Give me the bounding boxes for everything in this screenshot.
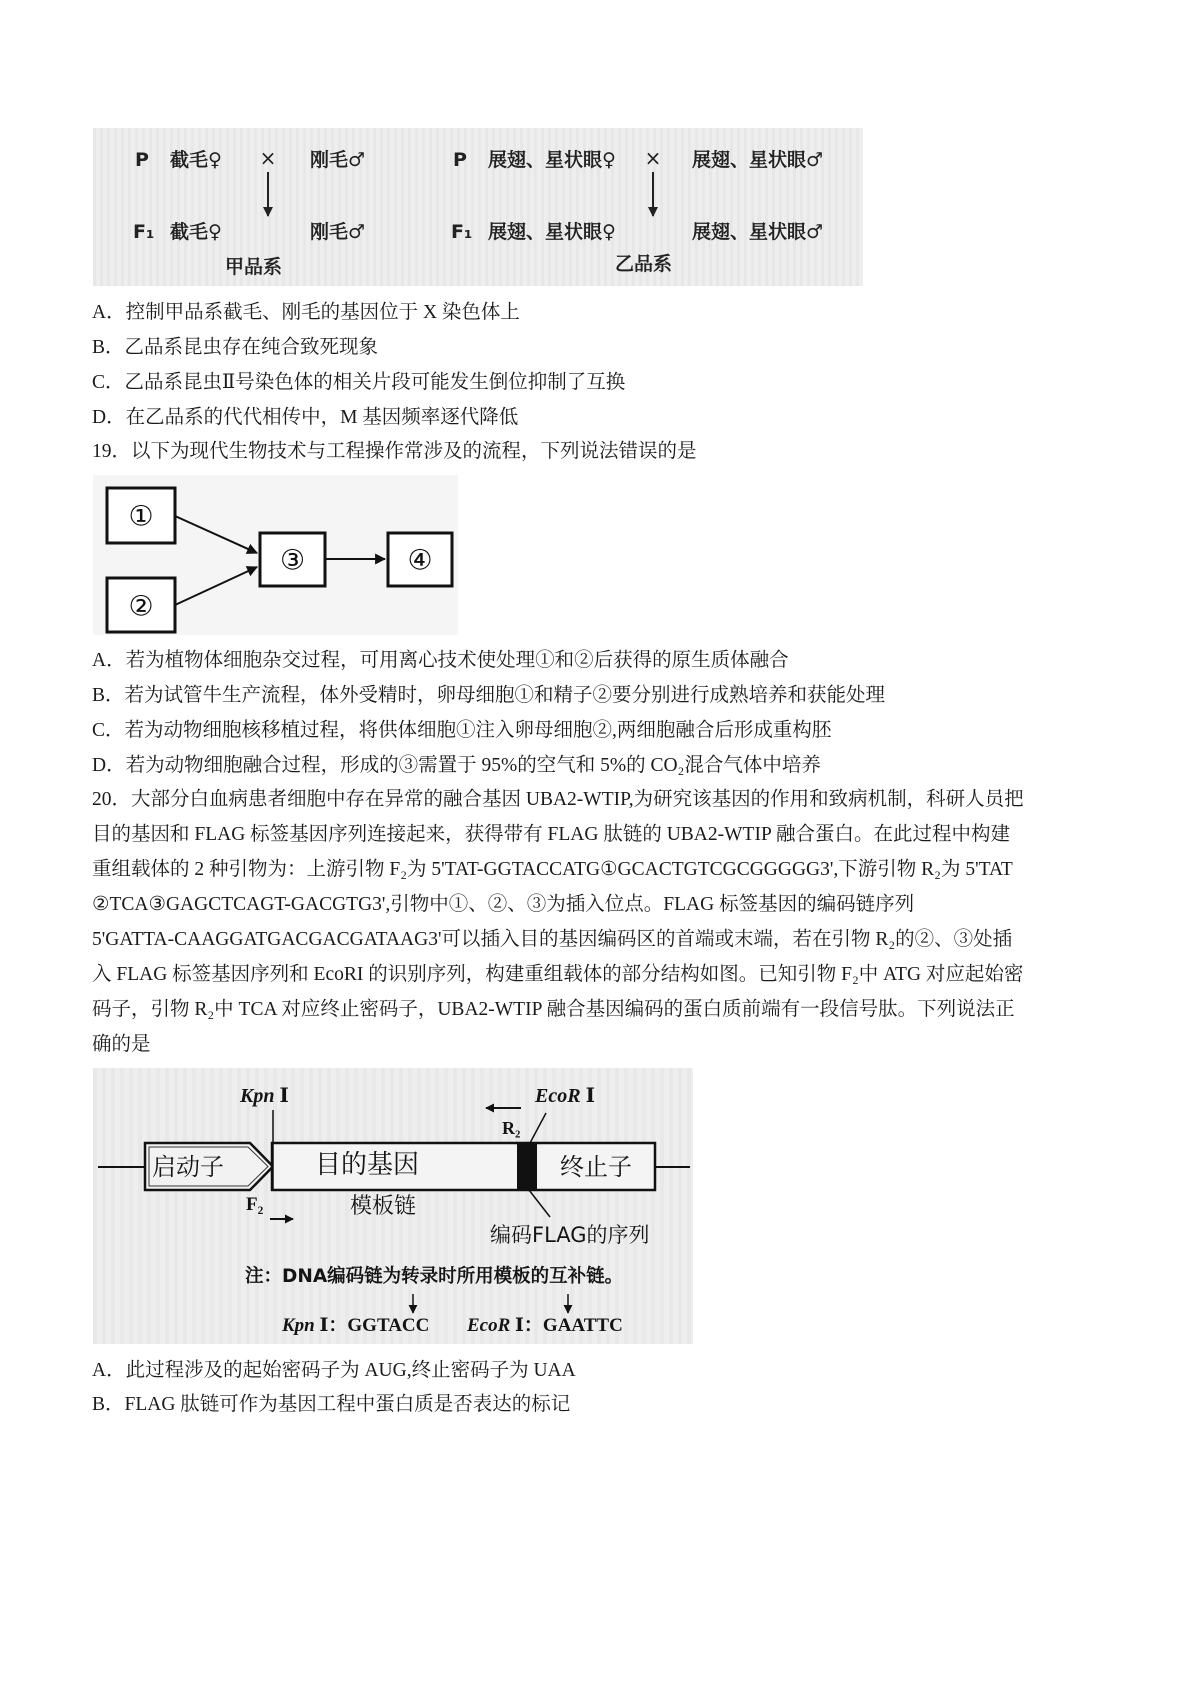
template-strand-label: 模板链: [350, 1194, 417, 1219]
yi-p-label: P: [453, 149, 467, 171]
ecor-recognition-site: [467, 1314, 623, 1338]
yi-f1-label: F₁: [451, 221, 473, 243]
q20-stem-line-3: 重组载体的 2 种引物为：上游引物 F₂为 5'TAT-GGTACCATG①GCACTGTCGCGGGGG3',下游引物 R₂为 5'TAT: [92, 859, 1013, 880]
q19-option-b: B．若为试管牛生产流程，体外受精时，卵母细胞①和精子②要分别进行成熟培养和获能处理: [92, 685, 886, 706]
jia-strain-label: 甲品系: [225, 256, 283, 278]
arrow-2-to-3: [175, 567, 257, 605]
ecor-label: [535, 1083, 595, 1109]
kpn-label-italic: Kpn: [240, 1085, 275, 1107]
q19-option-c: C．若为动物细胞核移植过程，将供体细胞①注入卵母细胞②,两细胞融合后形成重构胚: [92, 720, 832, 741]
q18-option-b: B．乙品系昆虫存在纯合致死现象: [92, 337, 379, 358]
jia-p-male: 刚毛♂: [310, 149, 366, 171]
flow-box-4-label: ④: [407, 543, 433, 577]
jia-cross-symbol: ×: [259, 146, 277, 170]
q20-stem-line-5: 5'GATTA-CAAGGATGACGACGATAAG3'可以插入目的基因编码区的首端或末端，若在引物 R₂的②、③处插: [92, 929, 1013, 950]
flow-box-2-label: ②: [128, 589, 154, 623]
terminator-label: 终止子: [560, 1153, 632, 1181]
arrow-1-to-3: [175, 516, 257, 553]
flag-sequence-label: 编码FLAG的序列: [490, 1223, 650, 1247]
flow-diagram: [93, 475, 458, 635]
target-gene-label: 目的基因: [315, 1150, 420, 1180]
cross-diagram-figure: [93, 128, 863, 286]
jia-f1-female: 截毛♀: [170, 221, 222, 243]
q20-option-a: A．此过程涉及的起始密码子为 AUG,终止密码子为 UAA: [92, 1360, 576, 1381]
q18-option-a: A．控制甲品系截毛、刚毛的基因位于 X 染色体上: [92, 302, 520, 323]
yi-p-female: 展翅、星状眼♀: [488, 149, 616, 171]
q20-stem-line-6: 入 FLAG 标签基因序列和 EcoRI 的识别序列，构建重组载体的部分结构如图。已知引物 F₂中 ATG 对应起始密: [92, 964, 1024, 985]
flag-sequence-block: [517, 1143, 537, 1190]
ecor-site-line: [530, 1113, 546, 1143]
f2-label: F₂: [246, 1194, 264, 1215]
promoter-label: 启动子: [152, 1153, 224, 1181]
q20-stem-line-7: 码子，引物 R₂中 TCA 对应终止密码子，UBA2-WTIP 融合基因编码的蛋白质前端有一段信号肽。下列说法正: [92, 999, 1015, 1020]
q20-stem-line-2: 目的基因和 FLAG 标签基因序列连接起来，获得带有 FLAG 肽链的 UBA2-WTIP 融合蛋白。在此过程中构建: [92, 824, 1010, 845]
kpn-label: [240, 1083, 289, 1109]
flag-pointer-line: [529, 1190, 550, 1217]
kpn-label-numeral: Ⅰ: [274, 1085, 289, 1107]
jia-p-label: P: [135, 149, 149, 171]
q19-stem: 19．以下为现代生物技术与工程操作常涉及的流程，下列说法错误的是: [92, 441, 697, 462]
q20-stem-line-1: 20．大部分白血病患者细胞中存在异常的融合基因 UBA2-WTIP,为研究该基因的作用和致病机制，科研人员把: [92, 789, 1024, 810]
yi-p-male: 展翅、星状眼♂: [692, 149, 824, 171]
q19-option-d: D．若为动物细胞融合过程，形成的③需置于 95%的空气和 5%的 CO₂混合气体中培养: [92, 755, 821, 776]
ecor-site-italic: EcoR: [467, 1315, 511, 1336]
figure-note: 注：DNA编码链为转录时所用模板的互补链。: [245, 1266, 624, 1287]
flow-diagram-figure: [93, 475, 458, 635]
kpn-site-sequence: Ⅰ：GGTACC: [314, 1315, 430, 1336]
q19-option-a: A．若为植物体细胞杂交过程，可用离心技术使处理①和②后获得的原生质体融合: [92, 650, 789, 671]
q20-stem-line-8: 确的是: [92, 1034, 151, 1055]
ecor-site-sequence: Ⅰ：GAATTC: [510, 1315, 623, 1336]
yi-cross-symbol: ×: [644, 146, 662, 170]
r2-label: R₂: [502, 1118, 521, 1138]
q20-stem-line-4: ②TCA③GAGCTCAGT-GACGTG3',引物中①、②、③为插入位点。FLAG 标签基因的编码链序列: [92, 894, 915, 915]
flow-box-1-label: ①: [128, 499, 154, 533]
ecor-label-numeral: Ⅰ: [580, 1085, 595, 1107]
vector-construct-figure: [93, 1068, 693, 1344]
jia-f1-male: 刚毛♂: [310, 221, 366, 243]
kpn-recognition-site: [282, 1314, 429, 1338]
jia-f1-label: F₁: [133, 221, 155, 243]
kpn-site-italic: Kpn: [282, 1315, 315, 1336]
yi-f1-male: 展翅、星状眼♂: [692, 221, 824, 243]
jia-p-female: 截毛♀: [170, 149, 222, 171]
q18-option-c: C．乙品系昆虫Ⅱ号染色体的相关片段可能发生倒位抑制了互换: [92, 372, 626, 393]
yi-f1-female: 展翅、星状眼♀: [488, 221, 616, 243]
q18-option-d: D．在乙品系的代代相传中，M 基因频率逐代降低: [92, 407, 519, 428]
flow-box-3-label: ③: [279, 543, 306, 577]
q20-option-b: B．FLAG 肽链可作为基因工程中蛋白质是否表达的标记: [92, 1394, 571, 1415]
yi-strain-label: 乙品系: [615, 253, 673, 275]
ecor-label-italic: EcoR: [535, 1085, 581, 1107]
